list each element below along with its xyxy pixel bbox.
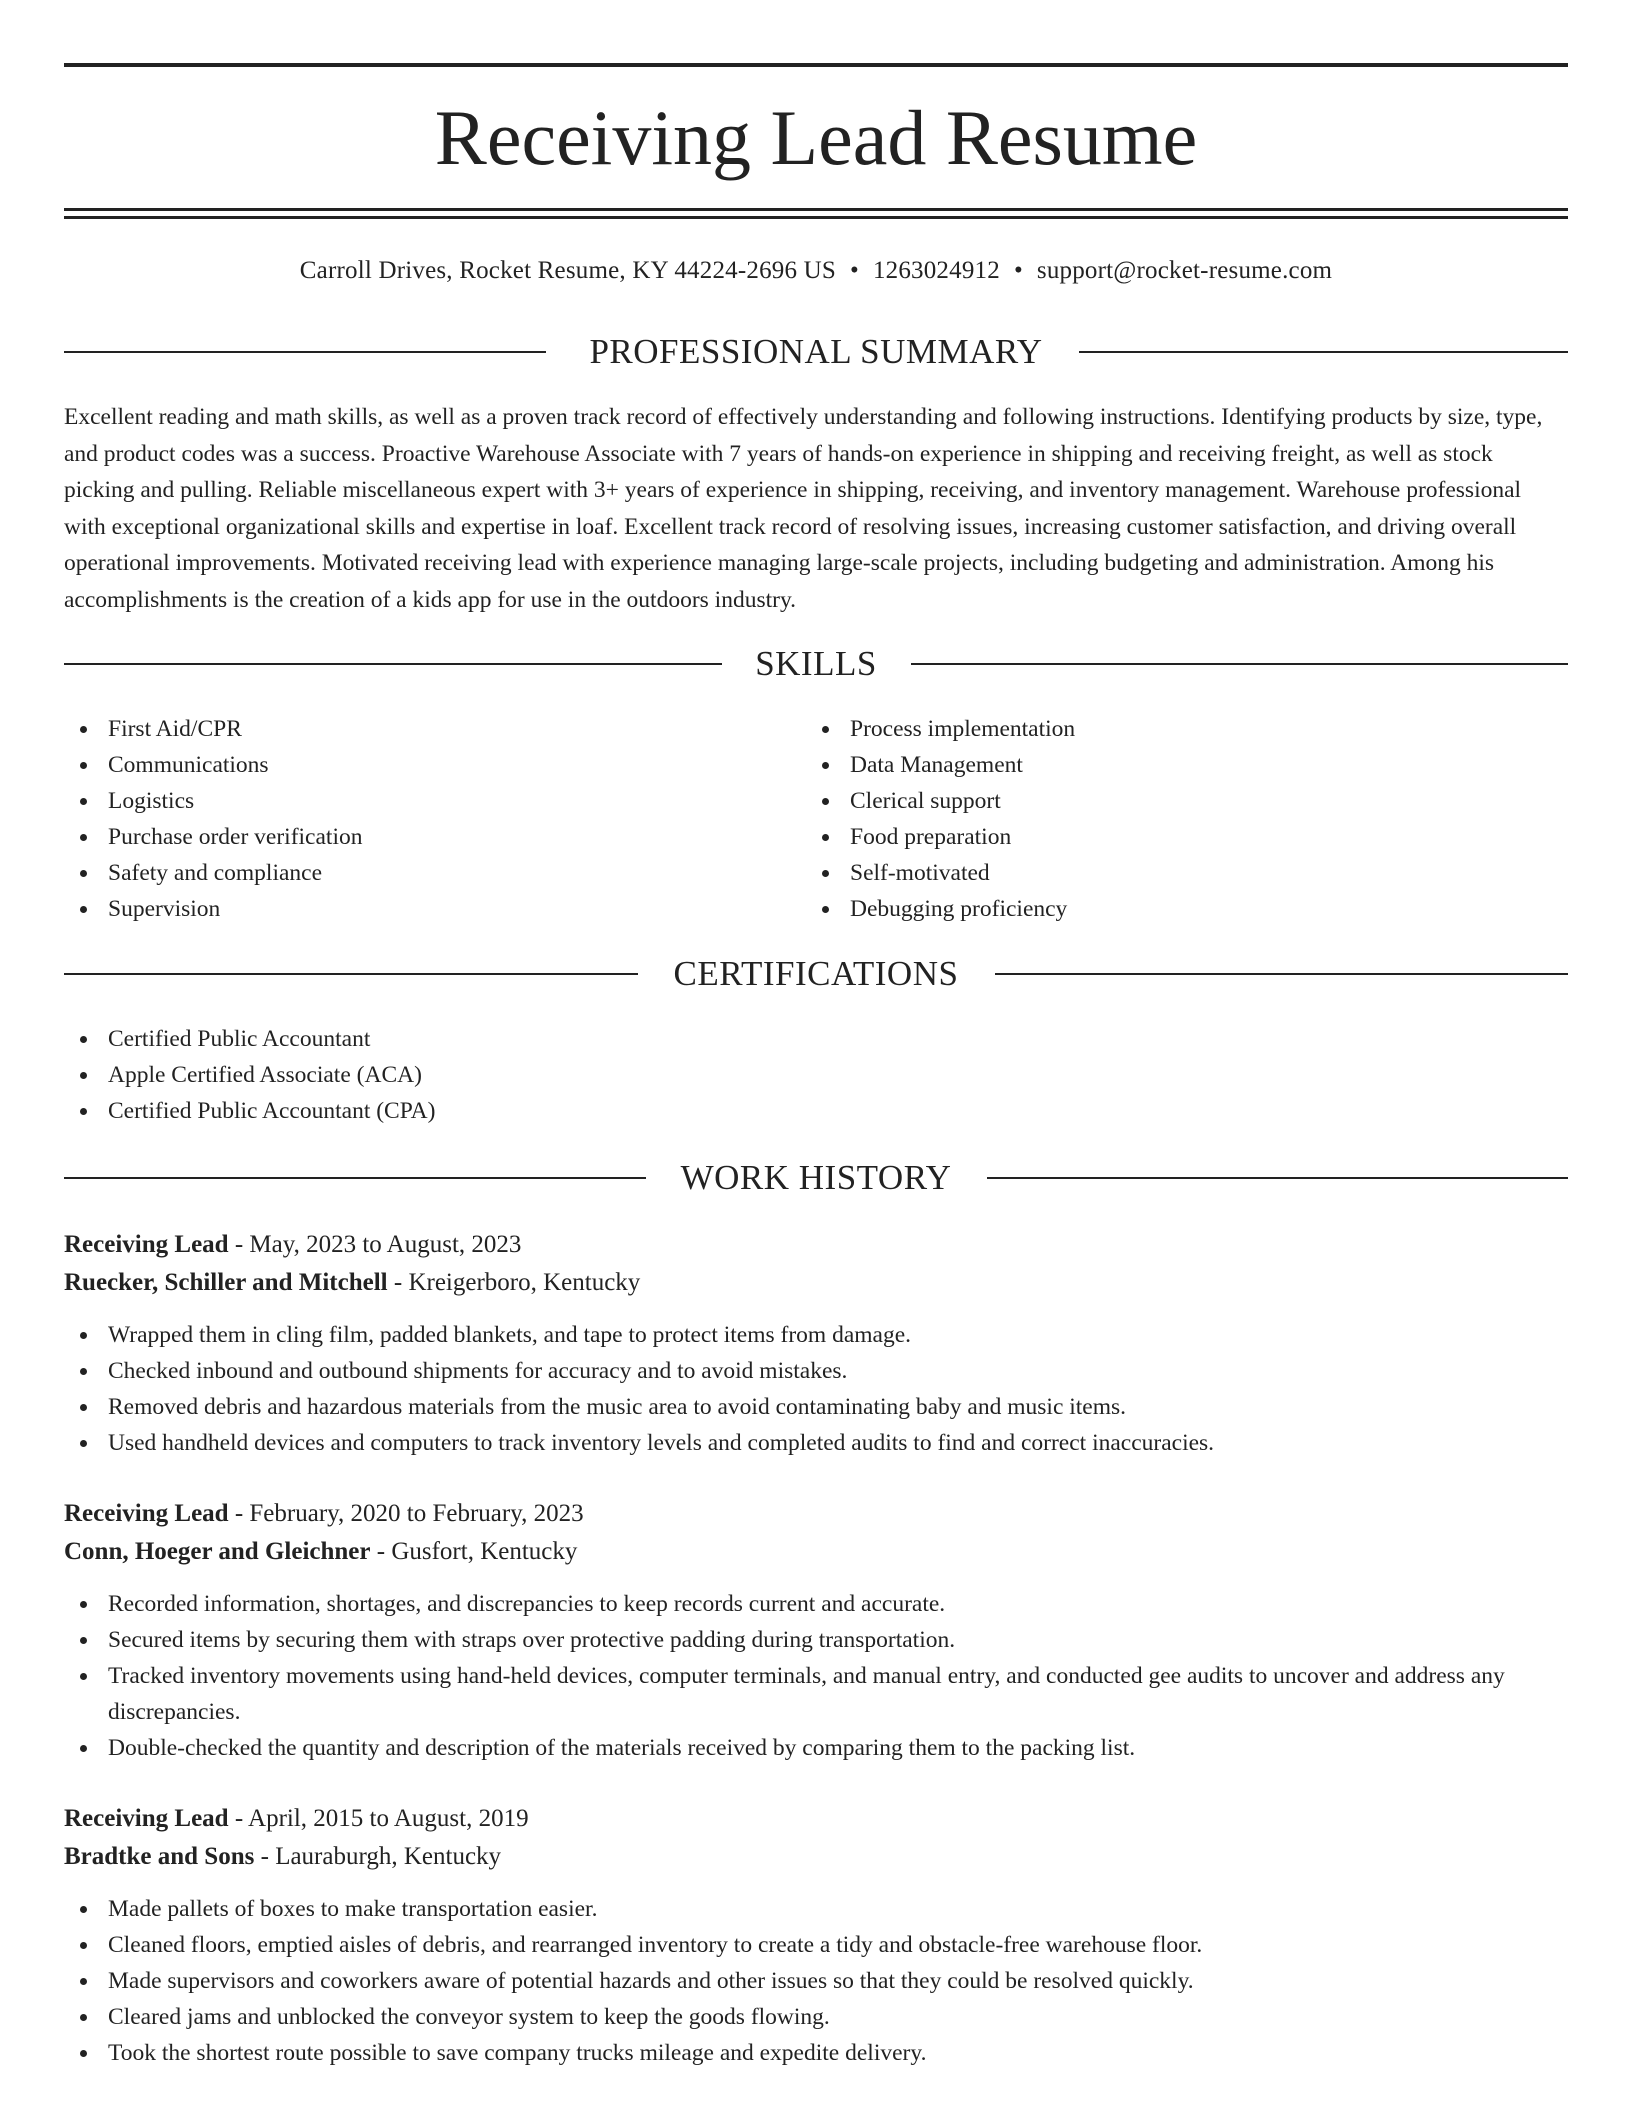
top-rule <box>64 63 1568 67</box>
resume-title: Receiving Lead Resume <box>434 94 1198 181</box>
skill-item: Communications <box>64 747 764 783</box>
section-title-work-history: WORK HISTORY <box>680 1158 952 1197</box>
contact-separator: • <box>1013 257 1023 284</box>
job-company-line: Ruecker, Schiller and Mitchell - Kreigerboro, Kentucky <box>64 1269 641 1296</box>
certification-item: Apple Certified Associate (ACA) <box>64 1057 1568 1093</box>
contact-separator: • <box>849 257 859 284</box>
section-header-skills <box>64 642 1568 686</box>
title-rule-lower <box>64 216 1568 219</box>
job-bullet: Removed debris and hazardous materials from the music area to avoid contaminating baby and music items. <box>64 1389 1568 1425</box>
title-rule-upper <box>64 208 1568 211</box>
job-title-line: Receiving Lead - May, 2023 to August, 2023 <box>64 1231 522 1258</box>
job-dates: February, 2020 to February, 2023 <box>249 1500 584 1527</box>
job-entry <box>64 1800 1568 2071</box>
job-bullet: Took the shortest route possible to save company trucks mileage and expedite delivery. <box>64 2035 1568 2071</box>
skill-item: First Aid/CPR <box>64 711 764 747</box>
job-company-line: Conn, Hoeger and Gleichner - Gusfort, Kentucky <box>64 1538 578 1565</box>
job-bullet: Used handheld devices and computers to track inventory levels and completed audits to find and correct inaccuracies. <box>64 1425 1568 1461</box>
job-dates: April, 2015 to August, 2019 <box>248 1805 529 1832</box>
section-header-work-history <box>64 1156 1568 1200</box>
section-header-certifications <box>64 952 1568 996</box>
section-rule-right <box>995 973 1568 975</box>
job-bullet: Made supervisors and coworkers aware of potential hazards and other issues so that they could be resolved quickly. <box>64 1963 1568 1999</box>
job-entry <box>64 1495 1568 1766</box>
section-header-summary <box>64 330 1568 374</box>
job-company: Conn, Hoeger and Gleichner <box>64 1538 371 1565</box>
contact-phone: 1263024912 <box>872 257 1000 284</box>
skill-item: Data Management <box>806 747 1506 783</box>
summary-text: Excellent reading and math skills, as well as a proven track record of effectively understanding and following instructions. Identifying products by size, type, and product codes was a success. Proactive Warehouse Associate with 7 years of hands-on experience in shipping and receiving freight, as well as stock picking and pulling. Reliable miscellaneous expert with 3+ years of experience in shipping, receiving, and inventory management. Warehouse professional with exceptional organizational skills and expertise in loaf. Excellent track record of resolving issues, increasing customer satisfaction, and driving overall operational improvements. Motivated receiving lead with experience managing large-scale projects, including budgeting and administration. Among his accomplishments is the creation of a kids app for use in the outdoors industry. <box>64 404 1543 613</box>
job-location: Kreigerboro, Kentucky <box>408 1269 641 1296</box>
skill-item: Self-motivated <box>806 855 1506 891</box>
job-company-line: Bradtke and Sons - Lauraburgh, Kentucky <box>64 1843 502 1870</box>
job-title-line: Receiving Lead - April, 2015 to August, 2019 <box>64 1805 529 1832</box>
skill-item: Debugging proficiency <box>806 891 1506 927</box>
contact-line <box>64 254 1568 288</box>
skill-item: Purchase order verification <box>64 819 764 855</box>
job-bullet: Checked inbound and outbound shipments for accuracy and to avoid mistakes. <box>64 1353 1568 1389</box>
job-bullet: Cleaned floors, emptied aisles of debris, and rearranged inventory to create a tidy and obstacle-free warehouse floor. <box>64 1927 1568 1963</box>
skill-item: Clerical support <box>806 783 1506 819</box>
skills-list-right <box>806 711 1506 927</box>
job-company: Ruecker, Schiller and Mitchell <box>64 1269 388 1296</box>
certification-item: Certified Public Accountant (CPA) <box>64 1093 1568 1129</box>
job-title: Receiving Lead <box>64 1231 229 1258</box>
section-rule-right <box>987 1177 1568 1179</box>
job-company: Bradtke and Sons <box>64 1843 255 1870</box>
job-entry <box>64 1226 1568 1461</box>
job-bullet: Made pallets of boxes to make transportation easier. <box>64 1891 1568 1927</box>
job-location: Lauraburgh, Kentucky <box>275 1843 502 1870</box>
section-title-certifications: CERTIFICATIONS <box>673 954 959 993</box>
skill-item: Safety and compliance <box>64 855 764 891</box>
section-title-summary: PROFESSIONAL SUMMARY <box>589 332 1043 371</box>
job-bullet: Tracked inventory movements using hand-held devices, computer terminals, and manual entry, and conducted gee audits to uncover and address any discrepancies. <box>64 1658 1568 1730</box>
skill-item: Food preparation <box>806 819 1506 855</box>
contact-address: Carroll Drives, Rocket Resume, KY 44224-2696 US <box>299 257 836 284</box>
job-bullet: Cleared jams and unblocked the conveyor system to keep the goods flowing. <box>64 1999 1568 2035</box>
certification-item: Certified Public Accountant <box>64 1021 1568 1057</box>
job-dates: May, 2023 to August, 2023 <box>249 1231 522 1258</box>
skill-item: Supervision <box>64 891 764 927</box>
job-bullets <box>64 1586 1568 1766</box>
job-bullets <box>64 1317 1568 1461</box>
job-location: Gusfort, Kentucky <box>391 1538 578 1565</box>
job-bullet: Secured items by securing them with straps over protective padding during transportation. <box>64 1622 1568 1658</box>
job-bullet: Wrapped them in cling film, padded blankets, and tape to protect items from damage. <box>64 1317 1568 1353</box>
skill-item: Process implementation <box>806 711 1506 747</box>
job-title: Receiving Lead <box>64 1500 229 1527</box>
section-title-skills: SKILLS <box>755 644 877 683</box>
job-title: Receiving Lead <box>64 1805 229 1832</box>
skills-list-left <box>64 711 764 927</box>
job-title-line: Receiving Lead - February, 2020 to February, 2023 <box>64 1500 584 1527</box>
section-rule-right <box>911 663 1568 665</box>
job-bullet: Recorded information, shortages, and discrepancies to keep records current and accurate. <box>64 1586 1568 1622</box>
job-bullets <box>64 1891 1568 2071</box>
contact-email: support@rocket-resume.com <box>1036 257 1333 284</box>
job-bullet: Double-checked the quantity and description of the materials received by comparing them to the packing list. <box>64 1730 1568 1766</box>
certifications-list <box>64 1021 1568 1129</box>
skill-item: Logistics <box>64 783 764 819</box>
section-rule-right <box>1079 351 1568 353</box>
